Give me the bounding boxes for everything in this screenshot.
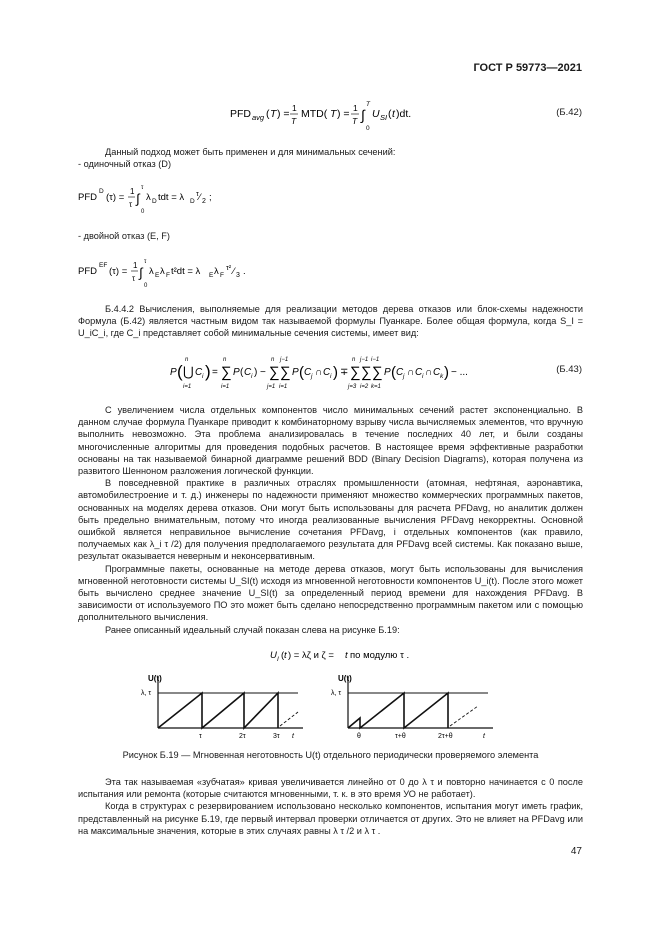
svg-text:I: I	[277, 656, 279, 663]
svg-text:3: 3	[236, 272, 240, 279]
svg-text:C: C	[433, 367, 441, 378]
svg-text:E: E	[155, 272, 160, 279]
text-block-1	[78, 146, 583, 170]
equation-single-failure	[78, 180, 218, 219]
svg-text:T: T	[330, 108, 337, 120]
left-y-label: U(t)	[148, 674, 162, 683]
svg-text:t: t	[392, 108, 395, 120]
svg-text:j=1: j=1	[267, 384, 276, 390]
svg-text:=: =	[212, 367, 218, 378]
svg-text:): )	[444, 364, 449, 381]
svg-text:PFD: PFD	[78, 192, 97, 203]
svg-text:t: t	[345, 650, 348, 661]
left-level-label: λ, τ	[141, 690, 152, 697]
figure-caption: Рисунок Б.19 — Мгновенная неготовность U(t) отдельного периодически проверяемого элемента	[122, 750, 539, 760]
svg-text:C: C	[396, 367, 404, 378]
svg-text:∑: ∑	[269, 364, 280, 381]
svg-text:∑: ∑	[350, 364, 361, 381]
right-sawtooth-continuation	[450, 706, 478, 726]
svg-text:C: C	[244, 367, 252, 378]
svg-text:1: 1	[133, 261, 138, 270]
paragraph-ideal-case: Ранее описанный идеальный случай показан слева на рисунке Б.19:	[105, 624, 400, 635]
svg-text:0: 0	[366, 125, 370, 132]
svg-text:i=1: i=1	[279, 384, 288, 390]
paragraph-sawtooth: Эта так называемая «зубчатая» кривая увеличивается линейно от 0 до λ τ и повторно начинается с 0 после испытания или ремонта (которые считаются мгновенными, т. к. в это время УО не работает).	[78, 777, 583, 800]
svg-text:1: 1	[292, 103, 297, 113]
page-number: 47	[570, 846, 582, 857]
right-sawtooth	[348, 693, 448, 728]
equation-b43-number: (Б.43)	[556, 364, 582, 375]
svg-text:): )	[205, 362, 211, 381]
equation-double-failure-graphic	[78, 254, 258, 290]
svg-text:τ: τ	[132, 274, 136, 283]
svg-text:∫: ∫	[361, 107, 365, 123]
svg-text:k=1: k=1	[371, 384, 381, 390]
svg-text:MTD(: MTD(	[301, 108, 328, 120]
svg-text:∑: ∑	[361, 364, 372, 381]
text-block-5	[78, 776, 583, 837]
svg-text:n: n	[185, 357, 189, 363]
svg-text:U: U	[270, 650, 277, 661]
paragraph-software-packages: Программные пакеты, основанные на методе дерева отказов, могут быть использованы для вычисления мгновенной неготовности системы U_SI(t) исходя из мгновенной неготовности компонентов U_i(t). После этого может быть вычислено среднее значение U_SI(t) за определенный период времени для нахождения PFDavg. В зависимости от используемого ПО это может быть сделано непосредственно программным пакетом или с помощью дополнительного вычисления.	[78, 563, 583, 623]
svg-text:τ: τ	[129, 200, 133, 209]
figure-left-plot	[141, 674, 303, 740]
svg-text:(τ) =: (τ) =	[109, 266, 128, 277]
svg-text:T: T	[270, 108, 277, 120]
svg-text:j: j	[403, 373, 405, 380]
svg-text:i=2: i=2	[360, 384, 369, 390]
svg-text:i: i	[202, 373, 204, 380]
svg-text:− ...: − ...	[451, 367, 468, 378]
svg-text:) =: ) =	[277, 108, 290, 120]
svg-text:P: P	[170, 367, 177, 378]
equation-b42-graphic	[230, 100, 420, 134]
paragraph-single-failure: - одиночный отказ (D)	[78, 159, 172, 170]
svg-text:∩: ∩	[425, 367, 433, 378]
svg-text:PFD: PFD	[78, 266, 97, 277]
svg-text:F: F	[220, 272, 224, 279]
svg-text:−: −	[260, 367, 266, 378]
text-block-4	[78, 404, 583, 636]
svg-text:∓: ∓	[340, 367, 349, 378]
paragraph-redundancy: Когда в структурах с резервированием использовано несколько компонентов, испытания могут иметь график, представленный на рисунке Б.19, где первый интервал проверки отличается от других. Это не влияет на PFDavg или на максимальные значения, которые в этих случаях равны λ τ /2 и λ τ .	[78, 801, 583, 836]
svg-text:;: ;	[209, 192, 212, 203]
paragraph-double-failure: - двойной отказ (E, F)	[78, 231, 170, 241]
svg-text:j: j	[311, 373, 313, 380]
svg-text:F: F	[166, 272, 170, 279]
svg-text:): )	[333, 364, 338, 381]
left-x-label: t	[292, 733, 294, 740]
svg-text:(: (	[266, 108, 270, 120]
equation-ut	[270, 646, 410, 667]
right-x-label: t	[483, 733, 485, 740]
standard-header: ГОСТ Р 59773—2021	[473, 62, 582, 74]
svg-text:) = λζ и ζ =: ) = λζ и ζ =	[288, 650, 334, 661]
svg-text:i: i	[251, 373, 253, 380]
paragraph-exponential-growth: С увеличением числа отдельных компонентов число минимальных сечений растет экспоненциально. В данном случае формула Пуанкаре приводит к комбинаторному взрыву числа вычисляемых элементов, что вручную выполнить невозможно. Эта проблема анализировалась в течение последних 40 лет, и были созданы многочисленные алгоритмы для проведения подобных расчетов. В настоящее время эффективные разработки основаны на так называемой бинарной диаграмме решений BDD (Binary Decision Diagrams), которая получена из развитого Шенноном разложения логической функции.	[78, 405, 583, 477]
left-tick-1: τ	[199, 733, 202, 740]
svg-text:⋃: ⋃	[183, 364, 194, 379]
svg-text:C: C	[415, 367, 423, 378]
equation-b43	[170, 352, 470, 395]
right-tick-1: θ	[357, 733, 361, 740]
equation-b42	[230, 100, 420, 137]
svg-text:P: P	[384, 367, 391, 378]
paragraph-commercial-packages: В повседневной практике в различных отраслях промышленности (атомная, нефтяная, аэронавтика, автомобилестроение и т. д.) инженеры по надежности применяют множество коммерческих программных пакетов, основанных на моделях дерева отказов. Они могут быть использованы для расчета PFDavg, но аналитик должен быть предельно внимательным, потому что иногда реализованные вычисления PFDavg некорректны. Основной ошибкой является неправильное вычисление сочетания PFDavg, i отдельных компонентов (как правило, получаемых как λ_i τ /2) для получения предполагаемого результата для PFDavg всей системы. Как показано выше, результат оказывается неверным и неконсервативным.	[78, 478, 583, 562]
right-tick-3: 2τ+θ	[438, 733, 453, 740]
text-block-3	[78, 303, 583, 340]
svg-text:.: .	[243, 266, 246, 277]
svg-text:EF: EF	[99, 262, 108, 269]
equation-b43-graphic	[170, 352, 470, 392]
svg-text:i: i	[422, 373, 424, 380]
svg-text:P: P	[292, 367, 299, 378]
svg-text:i=1: i=1	[221, 384, 230, 390]
svg-text:∩: ∩	[315, 367, 323, 378]
svg-text:τ: τ	[196, 191, 199, 198]
svg-text:k: k	[440, 373, 444, 380]
left-sawtooth-continuation	[280, 712, 298, 726]
left-sawtooth	[158, 693, 278, 728]
svg-text:C: C	[304, 367, 312, 378]
svg-text:) =: ) =	[337, 108, 350, 120]
svg-text:i: i	[330, 373, 332, 380]
svg-text:n: n	[223, 357, 227, 363]
svg-text:D: D	[99, 188, 104, 195]
svg-text:2: 2	[202, 198, 206, 205]
svg-text:0: 0	[141, 209, 145, 215]
svg-text:(: (	[299, 364, 304, 381]
svg-text:∑: ∑	[372, 364, 383, 381]
svg-text:)dt.: )dt.	[396, 108, 412, 120]
svg-text:λ: λ	[214, 266, 219, 277]
svg-text:(: (	[391, 364, 396, 381]
svg-text:⁄: ⁄	[199, 192, 201, 203]
svg-text:1: 1	[353, 103, 358, 113]
svg-text:D: D	[190, 198, 195, 205]
svg-text:T: T	[366, 101, 370, 108]
svg-text:PFD: PFD	[230, 108, 251, 120]
svg-text:tdt = λ: tdt = λ	[158, 192, 185, 203]
equation-b42-number: (Б.42)	[556, 107, 582, 118]
svg-text:(: (	[240, 367, 244, 378]
figure-b19-graphic	[108, 672, 558, 742]
left-tick-2: 2τ	[239, 733, 246, 740]
svg-text:avg: avg	[252, 113, 265, 122]
svg-text:1: 1	[130, 187, 135, 196]
svg-text:t: t	[284, 650, 287, 661]
svg-text:P: P	[233, 367, 240, 378]
svg-text:T: T	[291, 116, 297, 126]
svg-text:∫: ∫	[139, 265, 143, 280]
svg-text:i−1: i−1	[371, 357, 380, 363]
svg-text:(: (	[177, 362, 183, 381]
svg-text:по модулю τ .: по модулю τ .	[350, 650, 410, 661]
paragraph-b442: Б.4.4.2 Вычисления, выполняемые для реализации методов дерева отказов или блок-схемы надежности Формула (Б.42) является частным видом так называемой формулы Пуанкаре. Более общая формула, когда S_I = U_iC_i, где C_i представляет собой минимальные сечения системы, имеет вид:	[78, 304, 583, 339]
svg-text:(: (	[281, 650, 285, 661]
svg-text:λ: λ	[160, 266, 165, 277]
svg-text:j−1: j−1	[360, 357, 369, 363]
equation-single-failure-graphic	[78, 180, 218, 216]
figure-b19	[108, 672, 558, 747]
svg-text:τ: τ	[144, 259, 147, 265]
svg-text:U: U	[372, 108, 380, 120]
svg-text:∩: ∩	[407, 367, 415, 378]
paragraph-minimal-cuts: Данный подход может быть применен и для минимальных сечений:	[105, 147, 396, 157]
right-y-label: U(t)	[338, 674, 352, 683]
figure-right-plot	[331, 674, 493, 740]
svg-text:λ: λ	[146, 192, 151, 203]
svg-text:(: (	[388, 108, 392, 120]
svg-text:n: n	[271, 357, 275, 363]
svg-text:T: T	[352, 116, 358, 126]
right-tick-2: τ+θ	[395, 733, 406, 740]
svg-text:SI: SI	[380, 113, 388, 122]
equation-double-failure	[78, 254, 258, 293]
right-level-label: λ, τ	[331, 690, 342, 697]
svg-text:j−1: j−1	[280, 357, 289, 363]
svg-text:): )	[254, 367, 258, 378]
svg-text:C: C	[195, 367, 203, 378]
svg-text:n: n	[352, 357, 356, 363]
svg-text:λ: λ	[149, 266, 154, 277]
svg-text:j=3: j=3	[348, 384, 357, 390]
svg-text:∫: ∫	[136, 191, 140, 206]
svg-text:t²dt = λ: t²dt = λ	[171, 266, 201, 277]
svg-text:E: E	[209, 272, 214, 279]
svg-text:τ²: τ²	[226, 265, 232, 272]
left-tick-3: 3τ	[273, 733, 280, 740]
equation-ut-graphic	[270, 646, 410, 664]
svg-text:τ: τ	[141, 185, 144, 191]
svg-text:⁄: ⁄	[233, 266, 235, 277]
svg-text:∑: ∑	[280, 364, 291, 381]
svg-text:(τ) =: (τ) =	[106, 192, 125, 203]
svg-text:0: 0	[144, 283, 148, 289]
svg-text:D: D	[152, 198, 157, 205]
svg-text:i=1: i=1	[183, 384, 192, 390]
svg-text:C: C	[323, 367, 331, 378]
svg-text:∑: ∑	[221, 364, 232, 381]
text-block-2	[78, 230, 583, 242]
